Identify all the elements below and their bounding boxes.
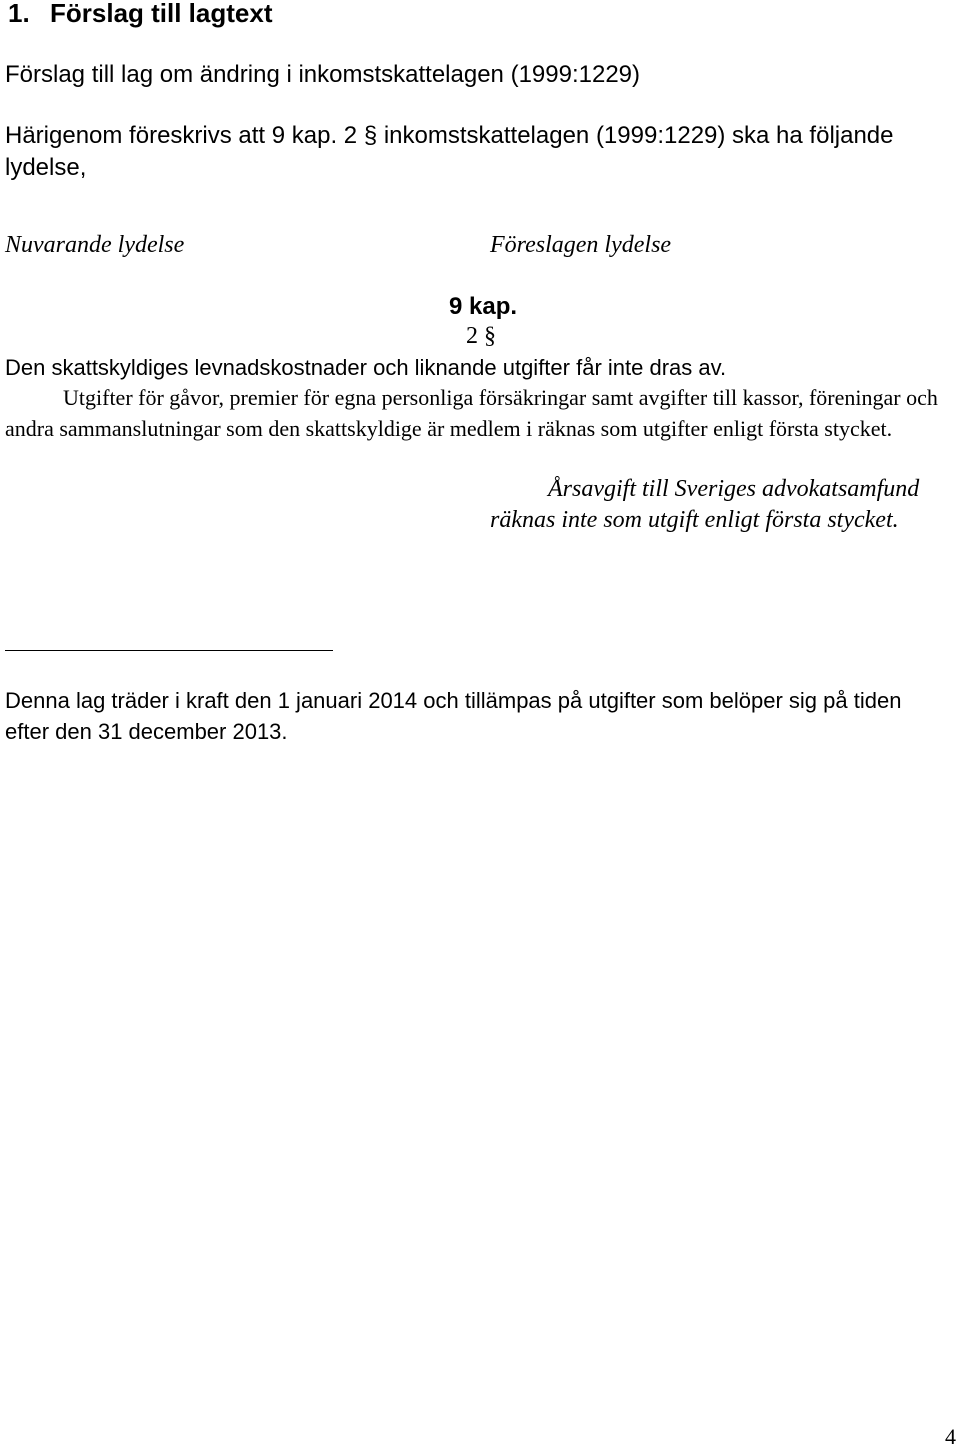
paragraph-label: 2 § (466, 323, 496, 349)
body-paragraph-2: Utgifter för gåvor, premier för egna personliga försäkringar samt avgifter till kassor, föreningar och andra sammanslutningar som den skattskyldige är medlem i räknas som utgifter enligt första stycket. (5, 385, 938, 441)
chapter-label: 9 kap. (449, 293, 518, 320)
section-heading-number: 1. (8, 0, 30, 28)
section-heading-title: Förslag till lagtext (50, 0, 273, 28)
section-heading (8, 0, 273, 28)
body-paragraph-1: Den skattskyldiges levnadskostnader och liknande utgifter får inte dras av. (5, 355, 727, 380)
proposed-wording-label: Föreslagen lydelse (490, 232, 672, 258)
law-title: Förslag till lag om ändring i inkomstskattelagen (1999:1229) (5, 61, 641, 88)
page-number: 4 (945, 1424, 956, 1449)
intro-paragraph: Härigenom föreskrivs att 9 kap. 2 § inkomstskattelagen (1999:1229) ska ha följande lydelse, (5, 122, 894, 181)
proposed-addition: Årsavgift till Sveriges advokatsamfund räknas inte som utgift enligt första stycket. (490, 476, 920, 533)
separator-line (5, 650, 333, 651)
current-wording-label: Nuvarande lydelse (5, 232, 185, 258)
transitional-provision: Denna lag träder i kraft den 1 januari 2014 och tillämpas på utgifter som belöper sig på tiden efter den 31 december 2013. (5, 688, 902, 744)
